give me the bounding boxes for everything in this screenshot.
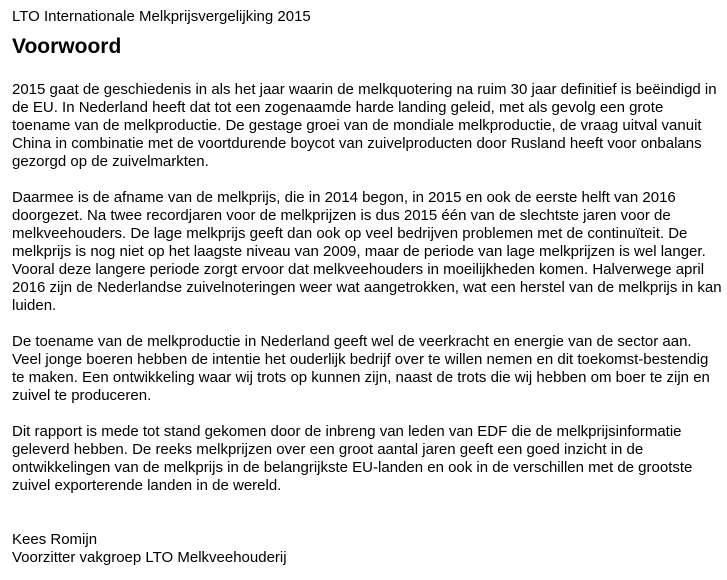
paragraph-4: Dit rapport is mede tot stand gekomen door de inbreng van leden van EDF die de melkprijsinformatie geleverd hebben. De reeks melkprijzen over een groot aantal jaren geeft een goed inzicht in de ontwikkelingen van de melkprijs in de belangrijkste EU-landen en ook in de verschillen met de grootste zuivel exporterende landen in de wereld. xyxy=(12,423,693,494)
signature-role: Voorzitter vakgroep LTO Melkveehouderij xyxy=(12,549,287,566)
page-title: Voorwoord xyxy=(12,35,122,58)
document-header: LTO Internationale Melkprijsvergelijking 2015 xyxy=(12,8,311,25)
signature-block xyxy=(12,531,724,567)
paragraph-1: 2015 gaat de geschiedenis in als het jaar waarin de melkquotering na ruim 30 jaar definitief is beëindigd in de EU. In Nederland heeft dat tot een zogenaamde harde landing geleid, met als gevolg een grote toename van de melkproductie. De gestage groei van de mondiale melkproductie, de vraag uitval vanuit China in combinatie met de voortdurende boycot van zuivelproducten door Rusland heeft voor onbalans gezorgd op de zuivelmarkten. xyxy=(12,81,717,170)
document-page xyxy=(12,8,724,567)
body-text xyxy=(12,81,724,495)
signature-name: Kees Romijn xyxy=(12,531,98,548)
paragraph-3: De toename van de melkproductie in Nederland geeft wel de veerkracht en energie van de sector aan. Veel jonge boeren hebben de intentie het ouderlijk bedrijf over te willen nemen en dit toekomst-bestendig te maken. Een ontwikkeling waar wij trots op kunnen zijn, naast de trots die wij hebben om boer te zijn en zuivel te produceren. xyxy=(12,333,710,404)
paragraph-2: Daarmee is de afname van de melkprijs, die in 2014 begon, in 2015 en ook de eerste helft van 2016 doorgezet. Na twee recordjaren voor de melkprijzen is dus 2015 één van de slechtste jaren voor de melkveehouders. De lage melkprijs geeft dan ook op veel bedrijven problemen met de continuïteit. De melkprijs is nog niet op het laagste niveau van 2009, maar de periode van lage melkprijzen is wel langer. Vooral deze langere periode zorgt ervoor dat melkveehouders in moeilijkheden komen. Halverwege april 2016 zijn de Nederlandse zuivelnoteringen weer wat aangetrokken, wat een herstel van de melkprijs in kan luiden. xyxy=(12,189,722,314)
